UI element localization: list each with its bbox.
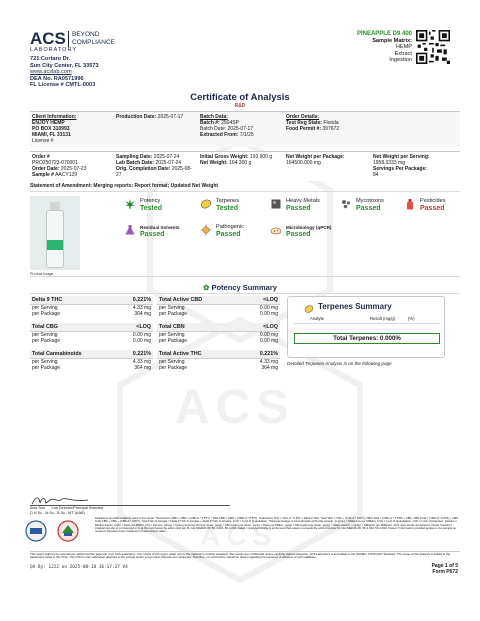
potency-header bbox=[157, 350, 280, 359]
test-microbiology bbox=[270, 224, 331, 238]
dea-number: DEA No. RA0571996 bbox=[30, 75, 84, 82]
matrix-label: Sample Matrix: bbox=[372, 37, 412, 44]
report-subtitle: R&D bbox=[234, 103, 246, 109]
client-address-2: MIAMI, FL 33131 bbox=[32, 132, 71, 138]
batch-no: 2504SP bbox=[221, 120, 239, 126]
page-info bbox=[432, 563, 458, 575]
microbe-icon bbox=[200, 224, 212, 236]
percent-header: (%) bbox=[408, 316, 415, 321]
page-number: Page 1 of 5 bbox=[431, 563, 458, 569]
signatory bbox=[30, 506, 103, 515]
test-reg-label: Test Reg State: bbox=[286, 120, 323, 126]
test-label: Microbiology (qPCR) bbox=[286, 225, 332, 230]
test-reg-state: Florida bbox=[323, 120, 339, 126]
terpenes-title: Terpenes Summary bbox=[318, 302, 392, 311]
product-image-caption: Product Image bbox=[30, 272, 54, 276]
test-result: Passed bbox=[420, 205, 445, 212]
order-details-column bbox=[286, 114, 339, 132]
qa-line: QA By: 1222 on 2025-08-18 16:17:27 V4 bbox=[30, 565, 128, 570]
product-name: PINEAPPLE D9 400 bbox=[356, 31, 412, 37]
watermark-text-lower: ACS bbox=[200, 520, 278, 551]
lab-batch-label: Lab Batch Date: bbox=[116, 160, 155, 166]
terpenes-detail-note: Detailed Terpenes Analysis is on the following page bbox=[287, 361, 392, 366]
extracted-label: Extracted From: bbox=[200, 132, 239, 138]
per-serving-label: Net Weight per Serving: bbox=[373, 154, 430, 160]
per-serving-label: per Serving bbox=[32, 332, 58, 338]
per-package-label: per Package bbox=[159, 311, 188, 317]
order-date: 2025-07-23 bbox=[60, 166, 87, 172]
test-residual-solvents bbox=[124, 224, 180, 238]
potency-block bbox=[157, 350, 280, 371]
permit-number: 397672 bbox=[322, 126, 340, 132]
dates-column bbox=[116, 154, 196, 178]
per-serving-label: per Serving bbox=[32, 359, 58, 365]
cannabis-leaf-icon: ✿ bbox=[203, 283, 210, 292]
spray-bottle-icon bbox=[404, 198, 416, 210]
extracted-date: 7/1/25 bbox=[239, 132, 254, 138]
test-terpenes bbox=[200, 198, 239, 212]
per-serving-label: per Serving bbox=[159, 359, 185, 365]
per-serving-value: 4.33 mg bbox=[259, 359, 278, 365]
analyte-header: Analyte bbox=[310, 316, 324, 321]
test-result: Passed bbox=[356, 205, 381, 212]
batch-date-label: Batch Date: bbox=[200, 126, 227, 132]
per-package-value: 364 mg bbox=[261, 365, 278, 371]
potency-block bbox=[157, 323, 280, 344]
tagline-line-1: BEYOND bbox=[72, 31, 100, 38]
logo-tagline bbox=[68, 31, 115, 47]
potency-header bbox=[30, 350, 153, 359]
fl-license: FL License # CMTL-0003 bbox=[30, 82, 96, 89]
potency-name: Total Active CBD bbox=[159, 297, 203, 303]
tagline-line-2: COMPLIANCE bbox=[72, 39, 115, 46]
client-address-1: PO BOX 310993 bbox=[32, 126, 70, 132]
order-details-heading: Order Details: bbox=[286, 114, 320, 120]
batch-date: 2025-07-17 bbox=[227, 126, 254, 132]
test-result: Tested bbox=[216, 205, 239, 212]
test-label: Pathogenic bbox=[216, 224, 244, 230]
form-number: Form P672 bbox=[432, 569, 458, 575]
matrix-value-2: Extract bbox=[394, 50, 412, 57]
client-info-section bbox=[30, 111, 460, 147]
gross-weight: 193.900 g bbox=[249, 154, 273, 160]
divider bbox=[294, 323, 440, 324]
matrix-value-1: HEMP bbox=[395, 44, 412, 51]
potency-summary-title bbox=[0, 283, 480, 292]
definitions-text: Definitions and Abbreviations used in this report: Total Active (CBD + CBD = (CBD-A * 0.877), *Total CBD = CBD + (CBD-A * 0.877), Total Active THC = THC-A * 0.877 + Delta 9 THC, Total THC = THC + (THC-A * 0.877), CBG Total = (CBG-A * 0.878) + CBG, CBN Total = (CBN-A * 0.876) + CBN, Total CBD + CBD + (CBD-A * 0.877), Total THC-O-Acetate = Delta 9 THC-O-Acetate + Delta 8 THC-O-Acetate. LOQ = Limit of Quantitation. *Total percentage of cannabinoids within the sample. (mg/mL) = Milligrams per Milliliter, LOQ = Limit of Quantitation, LOD = Limit of Detection, (Holden = Dilution Factor, (ppb) = Parts per Billion, (%) = Percent, (cfu/g) = Colony Forming Unit per Gram, (µg/g) = Microgram per Gram, (ppm) = Parts per Million, (µg/g) = Microgram per Gram, (µg/g) = Water Activity, (mg/kg) = Milligram per Milligram, ACS uses simple acceptance criteria. Passed = Analyte/microbe is not detected or is at the level below the action limit per FL rule 64ER20-39, 5K-4.034, 5K-4.034. Failed = Analyte/microbe is at the level that equal or exceeds the action limit per FL rule 64ER20-39, 5K-4.034, 5K-4.034. Tested = Information provided applies to the sample as received. Reviewed upon statement of amendment dates. bbox=[95, 516, 460, 534]
potency-total: <LOQ bbox=[263, 297, 278, 303]
mycotoxin-icon bbox=[340, 198, 352, 210]
address-line-1: 721 Cortaro Dr. bbox=[30, 56, 71, 62]
lab-address bbox=[30, 56, 99, 89]
potency-name: Total CBN bbox=[159, 324, 185, 330]
servings-label: Servings Per Package: bbox=[373, 166, 427, 172]
per-serving-value: 1958.3333 mg bbox=[373, 160, 405, 166]
product-info bbox=[357, 31, 412, 64]
lab-batch-date: 2025-07-24 bbox=[155, 160, 182, 166]
matrix-value-3: Ingestion bbox=[389, 57, 412, 64]
production-date: 2025-07-17 bbox=[157, 114, 184, 120]
test-result: Passed bbox=[140, 231, 165, 238]
net-weight-label: Net Weight: bbox=[200, 160, 228, 166]
per-serving-value: 0.00 mg bbox=[132, 332, 151, 338]
test-heavy-metals bbox=[270, 198, 320, 212]
servings-value: 84 bbox=[373, 172, 379, 178]
potency-row bbox=[157, 338, 280, 344]
potency-name: Total Cannabinoids bbox=[32, 351, 82, 357]
per-package-label: per Package bbox=[159, 365, 188, 371]
signatory-credentials: D.H.Sc., M.Sc., B.Sc., MT (AAB) bbox=[30, 510, 85, 515]
test-result: Tested bbox=[140, 205, 163, 212]
gross-weight-label: Initial Gross Weight: bbox=[200, 154, 249, 160]
order-number: PRO250723-070001 bbox=[32, 160, 78, 166]
potency-name: Total Active THC bbox=[159, 351, 202, 357]
test-results-panel bbox=[30, 191, 460, 277]
completion-label: Orig. Completion Date: bbox=[116, 166, 171, 172]
per-package-value: 0.00 mg bbox=[132, 338, 151, 344]
per-serving-label: per Serving bbox=[159, 305, 185, 311]
net-weight: 164.300 g bbox=[229, 160, 252, 166]
potency-name: Delta 9 THC bbox=[32, 297, 63, 303]
potency-header bbox=[157, 296, 280, 305]
per-serving-label: per Serving bbox=[159, 332, 185, 338]
logo-sub-text: LABORATORY bbox=[30, 47, 77, 53]
batch-no-label: Batch #: bbox=[200, 120, 220, 126]
order-date-label: Order Date: bbox=[32, 166, 60, 172]
amendment-statement: Statement of Amendment: Merging reports; Report format; Updated Net Weight bbox=[30, 183, 219, 189]
test-result: Passed bbox=[286, 205, 311, 212]
test-label: Residual Solvents bbox=[140, 225, 180, 230]
potency-row bbox=[157, 365, 280, 371]
per-package-value: 0.00 mg bbox=[259, 311, 278, 317]
potency-header bbox=[157, 323, 280, 332]
client-column bbox=[32, 114, 76, 144]
divider bbox=[30, 293, 460, 294]
per-package-value: 164500.000 mg bbox=[286, 160, 321, 166]
per-serving-label: per Serving bbox=[32, 305, 58, 311]
per-package-label: per Package bbox=[32, 338, 61, 344]
watermark-text: ACS bbox=[175, 381, 295, 434]
per-serving-value: 4.33 mg bbox=[132, 359, 151, 365]
product-image bbox=[30, 196, 80, 270]
completion-date: 2025-08-27 bbox=[116, 166, 192, 178]
weight-column bbox=[200, 154, 280, 166]
potency-total: <LOQ bbox=[136, 324, 151, 330]
potency-row bbox=[30, 365, 153, 371]
potency-row bbox=[30, 311, 153, 317]
test-result: Passed bbox=[286, 231, 311, 238]
total-terpenes: Total Terpenes: 0.000% bbox=[294, 333, 440, 344]
per-package-label: Net Weight per Package: bbox=[286, 154, 345, 160]
per-serving-value: 4.33 mg bbox=[132, 305, 151, 311]
bottle-cap bbox=[50, 202, 60, 210]
logo-main-text: ACS bbox=[30, 29, 66, 48]
test-label: Potency bbox=[140, 198, 161, 204]
sampling-date-label: Sampling Date: bbox=[116, 154, 153, 160]
flask-icon bbox=[124, 224, 136, 236]
client-license: License # bbox=[32, 138, 54, 144]
order-info-section bbox=[30, 151, 460, 181]
per-package-value: 0.00 mg bbox=[259, 338, 278, 344]
potency-total: <LOQ bbox=[263, 324, 278, 330]
batch-heading: Batch Data: bbox=[200, 114, 228, 120]
potency-block bbox=[157, 296, 280, 317]
per-serving-value: 0.00 mg bbox=[259, 305, 278, 311]
potency-total: 0.221% bbox=[259, 351, 278, 357]
test-mycotoxins bbox=[340, 198, 384, 212]
test-pesticides bbox=[404, 198, 446, 212]
production-column bbox=[116, 114, 183, 120]
bottle-label bbox=[47, 240, 63, 250]
test-potency bbox=[124, 198, 162, 212]
lemon-icon bbox=[200, 198, 212, 210]
potency-row bbox=[157, 311, 280, 317]
page-title: Certificate of Analysis bbox=[190, 92, 290, 103]
test-label: Mycotoxins bbox=[356, 198, 384, 204]
package-column bbox=[286, 154, 366, 166]
website-link[interactable]: www.acslab.com bbox=[30, 69, 72, 76]
potency-name: Total CBG bbox=[32, 324, 58, 330]
per-package-label: per Package bbox=[32, 311, 61, 317]
production-date-label: Production Date: bbox=[116, 114, 157, 120]
qr-code-icon[interactable] bbox=[416, 30, 450, 64]
test-pathogenic bbox=[200, 224, 244, 238]
sample-number: AACY129 bbox=[55, 172, 78, 178]
potency-header bbox=[30, 323, 153, 332]
order-label: Order # bbox=[32, 154, 50, 160]
client-name: ENJOY HEMP bbox=[32, 120, 65, 126]
serving-column bbox=[373, 154, 459, 178]
potency-block bbox=[30, 323, 153, 344]
permit-label: Food Permit #: bbox=[286, 126, 322, 132]
potency-block bbox=[30, 350, 153, 371]
potency-header bbox=[30, 296, 153, 305]
petri-dish-icon bbox=[270, 224, 282, 236]
potency-block bbox=[30, 296, 153, 317]
order-column bbox=[32, 154, 86, 178]
bottle bbox=[46, 210, 64, 268]
test-result: Passed bbox=[216, 231, 241, 238]
per-package-label: per Package bbox=[159, 338, 188, 344]
per-package-label: per Package bbox=[32, 365, 61, 371]
potency-title-text: Potency Summary bbox=[211, 283, 277, 292]
potency-total: 0.221% bbox=[132, 351, 151, 357]
sample-label: Sample # bbox=[32, 172, 54, 178]
potency-total: 0.221% bbox=[132, 297, 151, 303]
sampling-date: 2025-07-24 bbox=[153, 154, 180, 160]
per-serving-value: 0.00 mg bbox=[259, 332, 278, 338]
test-label: Heavy Metals bbox=[286, 198, 320, 204]
test-label: Pesticides bbox=[420, 198, 446, 204]
signatory-name: Aixa Sun Lab Director/Principal Scientist bbox=[30, 506, 104, 510]
result-header: Result (mg/g) bbox=[370, 316, 396, 321]
client-heading: Client Information: bbox=[32, 114, 77, 120]
address-line-2: Sun City Center, FL 33573 bbox=[30, 62, 99, 69]
potency-row bbox=[30, 338, 153, 344]
accreditation-seal-icon bbox=[24, 519, 88, 543]
terpenes-summary-box bbox=[287, 296, 445, 358]
batch-column bbox=[200, 114, 254, 138]
per-package-value: 364 mg bbox=[134, 365, 151, 371]
acs-logo bbox=[30, 29, 115, 53]
test-label: Terpenes bbox=[216, 198, 240, 204]
per-package-value: 364 mg bbox=[134, 311, 151, 317]
cannabis-leaf-icon bbox=[124, 198, 136, 210]
legal-warning: This report shall not be reproduced, without written approval, from ACS Laboratory. The results of this report relate only to the material or product analyzed. Test results are confidential unless explicitly waived otherwise. ACS Laboratory is accredited to the ISO/IEC 17025:2017 Standard. The scope of this analysis is limited to the parameters listed in this COA. This COA is only valid when attached to the sample and/or sub-product that was not conducted. Therefore, no conclusions should be drawn regarding the presence or absence of such additives. bbox=[30, 551, 460, 560]
metal-block-icon bbox=[270, 198, 282, 210]
accreditation-logos bbox=[24, 519, 88, 548]
